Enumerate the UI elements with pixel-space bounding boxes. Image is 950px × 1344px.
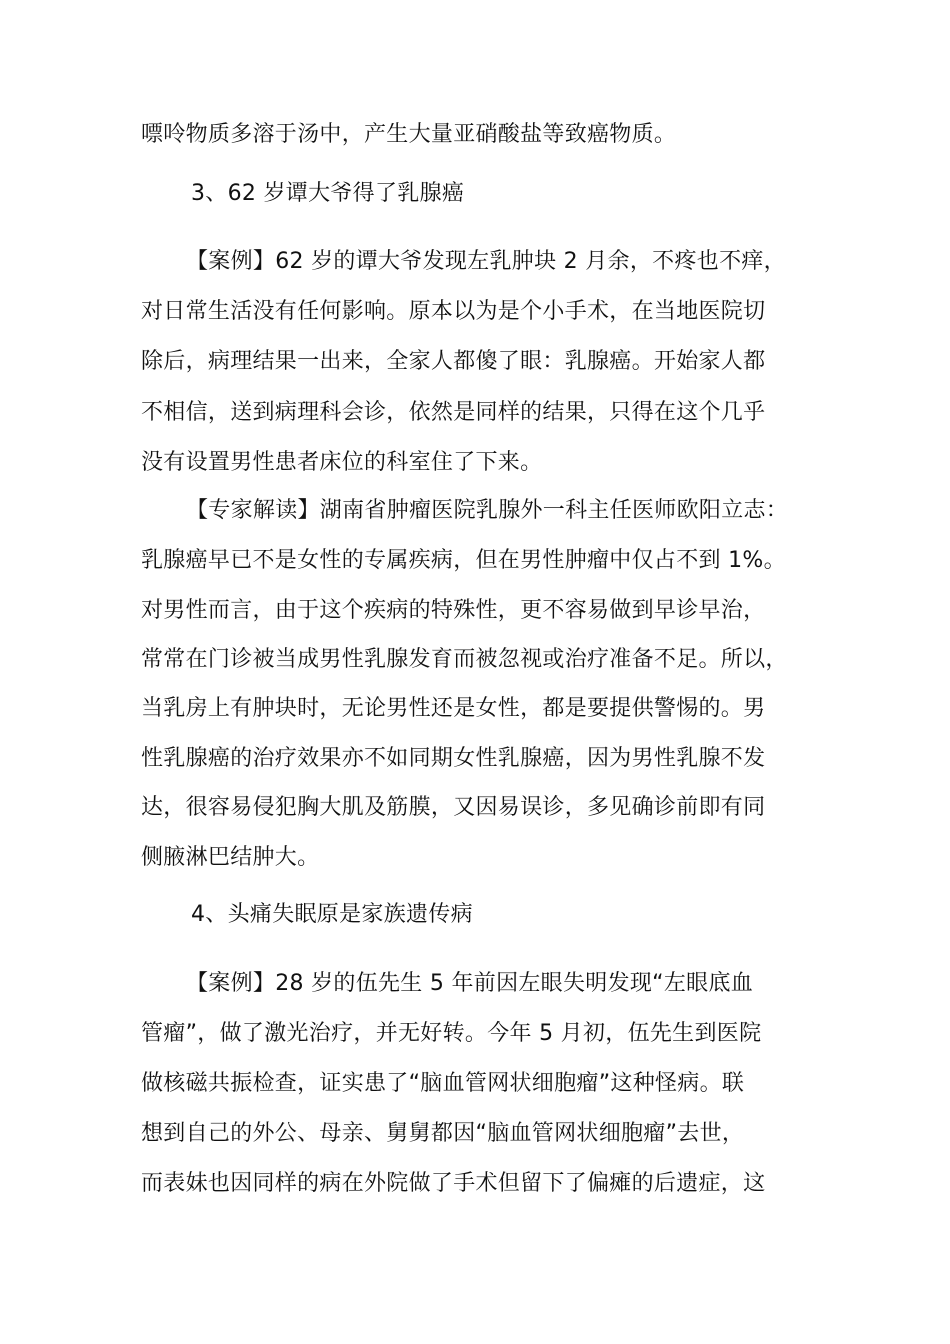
paragraph-line: 对男性而言，由于这个疾病的特殊性，更不容易做到早诊早治， (141, 598, 766, 623)
paragraph-line: 【专家解读】湖南省肿瘤医院乳腺外一科主任医师欧阳立志： (186, 498, 789, 523)
paragraph-line: 性乳腺癌的治疗效果亦不如同期女性乳腺癌，因为男性乳腺不发 (141, 746, 766, 771)
paragraph-line: 不相信，送到病理科会诊，依然是同样的结果，只得在这个几乎 (141, 400, 766, 425)
paragraph-line: 想到自己的外公、母亲、舅舅都因“脑血管网状细胞瘤”去世， (141, 1121, 745, 1146)
paragraph-line: 乳腺癌早已不是女性的专属疾病，但在男性肿瘤中仅占不到 1%。 (141, 548, 786, 573)
paragraph-line: 侧腋淋巴结肿大。 (141, 845, 320, 870)
paragraph-line: 常常在门诊被当成男性乳腺发育而被忽视或治疗准备不足。所以， (141, 647, 788, 672)
paragraph-line: 管瘤”，做了激光治疗，并无好转。今年 5 月初，伍先生到医院 (141, 1021, 762, 1046)
paragraph-line: 嘌呤物质多溶于汤中，产生大量亚硝酸盐等致癌物质。 (141, 122, 677, 147)
paragraph-line: 而表妹也因同样的病在外院做了手术但留下了偏瘫的后遗症，这 (141, 1171, 766, 1196)
paragraph-line: 当乳房上有肿块时，无论男性还是女性，都是要提供警惕的。男 (141, 696, 766, 721)
paragraph-line: 除后，病理结果一出来，全家人都傻了眼：乳腺癌。开始家人都 (141, 349, 766, 374)
paragraph-line: 【案例】62 岁的谭大爷发现左乳肿块 2 月余，不疼也不痒， (186, 249, 786, 274)
paragraph-line: 达，很容易侵犯胸大肌及筋膜，又因易误诊，多见确诊前即有同 (141, 795, 766, 820)
paragraph-line: 对日常生活没有任何影响。原本以为是个小手术，在当地医院切 (141, 299, 766, 324)
paragraph-line: 【案例】28 岁的伍先生 5 年前因左眼失明发现“左眼底血 (186, 971, 754, 996)
section-heading: 4、头痛失眠原是家族遗传病 (191, 902, 473, 927)
paragraph-line: 没有设置男性患者床位的科室住了下来。 (141, 450, 543, 475)
paragraph-line: 做核磁共振检查，证实患了“脑血管网状细胞瘤”这种怪病。联 (141, 1071, 745, 1096)
section-heading: 3、62 岁谭大爷得了乳腺癌 (191, 181, 465, 206)
